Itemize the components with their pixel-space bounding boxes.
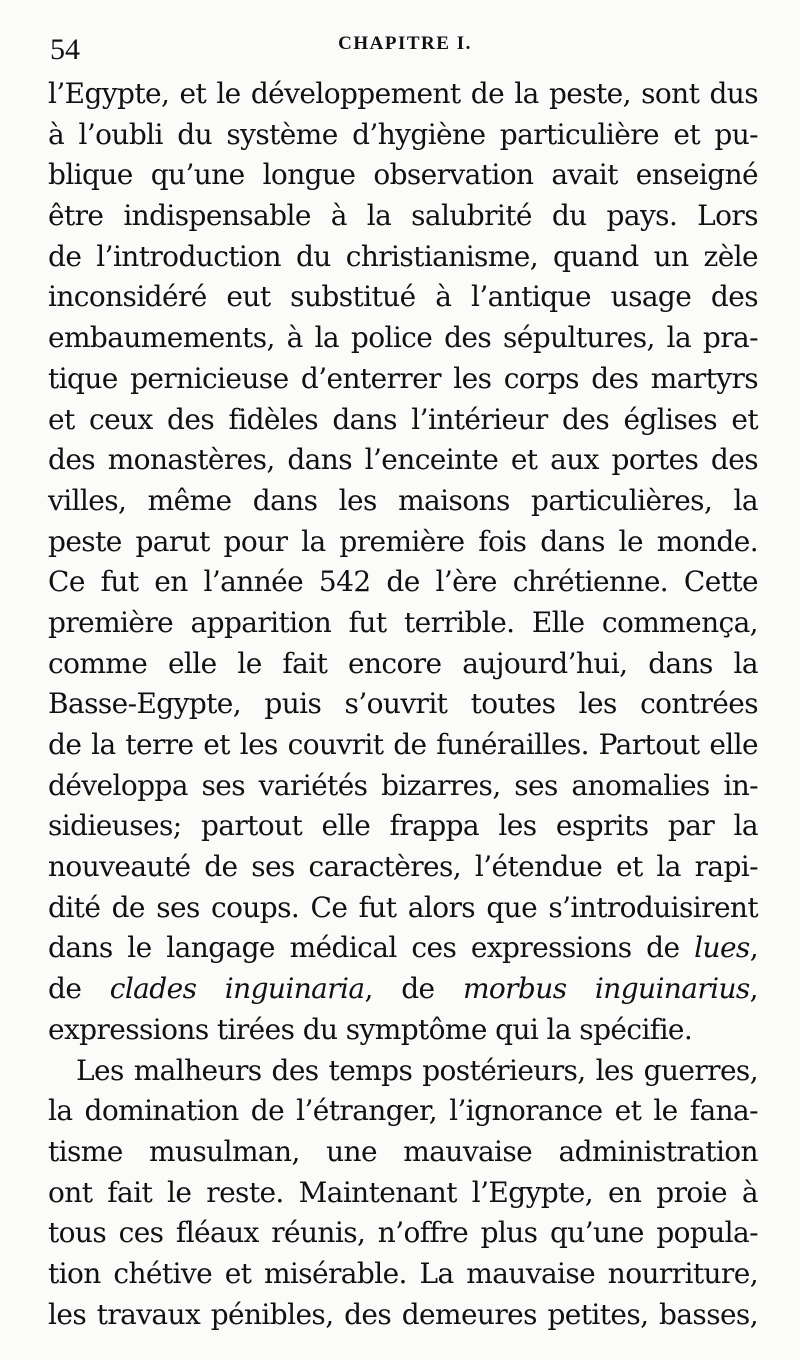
text-line [48, 888, 758, 929]
text-segment: la domination de l’étranger, l’ignorance et le fana- [48, 1094, 758, 1128]
text-segment: , [749, 931, 758, 965]
text-segment: villes, même dans les maisons particulières, la [48, 483, 758, 517]
text-line [48, 603, 758, 644]
text-segment: des monastères, dans l’enceinte et aux portes des [48, 443, 758, 477]
text-line [48, 1091, 758, 1132]
text-line [48, 684, 758, 725]
text-segment: Ce fut en l’année 542 de l’ère chrétienne. Cette [48, 565, 758, 599]
text-line [48, 481, 758, 522]
text-segment: Basse-Egypte, puis s’ouvrit toutes les contrées [48, 687, 758, 721]
text-segment: l’Egypte, et le développement de la peste, sont dus [48, 77, 758, 110]
text-line [48, 115, 758, 156]
text-segment: sidieuses; partout elle frappa les esprits par la [48, 809, 758, 843]
text-line [48, 522, 758, 563]
text-segment: développa ses variétés bizarres, ses anomalies in- [48, 768, 758, 802]
text-line [48, 74, 758, 115]
running-head: CHAPITRE I. [338, 33, 472, 54]
text-segment: peste parut pour la première fois dans le monde. [48, 524, 758, 558]
text-segment: ont fait le reste. Maintenant l’Egypte, en proie à [48, 1175, 758, 1209]
text-line [48, 644, 758, 685]
text-line [48, 318, 758, 359]
text-line [48, 847, 758, 888]
text-segment: , [749, 972, 758, 1006]
text-line [48, 400, 758, 441]
text-line [48, 359, 758, 400]
page-number: 54 [50, 33, 80, 66]
text-line [48, 155, 758, 196]
text-segment: tous ces fléaux réunis, n’offre plus qu’une popula- [48, 1216, 758, 1250]
text-line [48, 1051, 758, 1092]
italic-term: clades inguinaria [109, 972, 365, 1006]
text-line [48, 725, 758, 766]
text-segment: être indispensable à la salubrité du pays. Lors [48, 199, 758, 233]
italic-term: morbus inguinarius [462, 972, 750, 1006]
text-segment: tisme musulman, une mauvaise administration [48, 1134, 758, 1168]
text-segment: embaumements, à la police des sépultures, la pra- [48, 321, 758, 355]
text-line [48, 1132, 758, 1173]
text-segment: comme elle le fait encore aujourd’hui, dans la [48, 646, 758, 680]
text-segment: de la terre et les couvrit de funérailles. Partout elle [48, 728, 758, 761]
text-segment: dité de ses coups. Ce fut alors que s’introduisirent [48, 890, 758, 924]
text-line [48, 1173, 758, 1214]
text-line [48, 440, 758, 481]
text-segment: à l’oubli du système d’hygiène particulière et pu- [48, 117, 758, 151]
text-line [48, 562, 758, 603]
page-header [50, 30, 760, 70]
text-line [48, 1213, 758, 1254]
text-line [48, 969, 758, 1010]
text-line [48, 1254, 758, 1295]
text-segment: blique qu’une longue observation avait enseigné [48, 158, 758, 192]
text-segment: , de [364, 972, 463, 1006]
text-segment: de [48, 972, 110, 1006]
text-segment: expressions tirées du symptôme qui la spécifie. [48, 1012, 693, 1046]
text-line [48, 1010, 758, 1051]
text-line [48, 1295, 758, 1336]
italic-term: lues [694, 931, 750, 965]
text-segment: tion chétive et misérable. La mauvaise nourriture, [48, 1256, 758, 1290]
text-segment: de l’introduction du christianisme, quand un zèle [48, 239, 758, 273]
text-line [48, 196, 758, 237]
text-segment: Les malheurs des temps postérieurs, les guerres, [76, 1053, 758, 1087]
text-segment: nouveauté de ses caractères, l’étendue et la rapi- [48, 850, 758, 884]
text-line [48, 806, 758, 847]
text-line [48, 237, 758, 278]
body-text [48, 74, 758, 1335]
text-line [48, 928, 758, 969]
text-line [48, 277, 758, 318]
text-segment: inconsidéré eut substitué à l’antique usage des [48, 280, 758, 314]
text-segment: et ceux des fidèles dans l’intérieur des églises et [48, 402, 758, 436]
text-line [48, 766, 758, 807]
text-segment: les travaux pénibles, des demeures petites, basses, [48, 1297, 758, 1331]
text-segment: dans le langage médical ces expressions de [48, 931, 695, 965]
text-segment: tique pernicieuse d’enterrer les corps des martyrs [48, 361, 758, 395]
text-segment: première apparition fut terrible. Elle commença, [48, 605, 758, 639]
